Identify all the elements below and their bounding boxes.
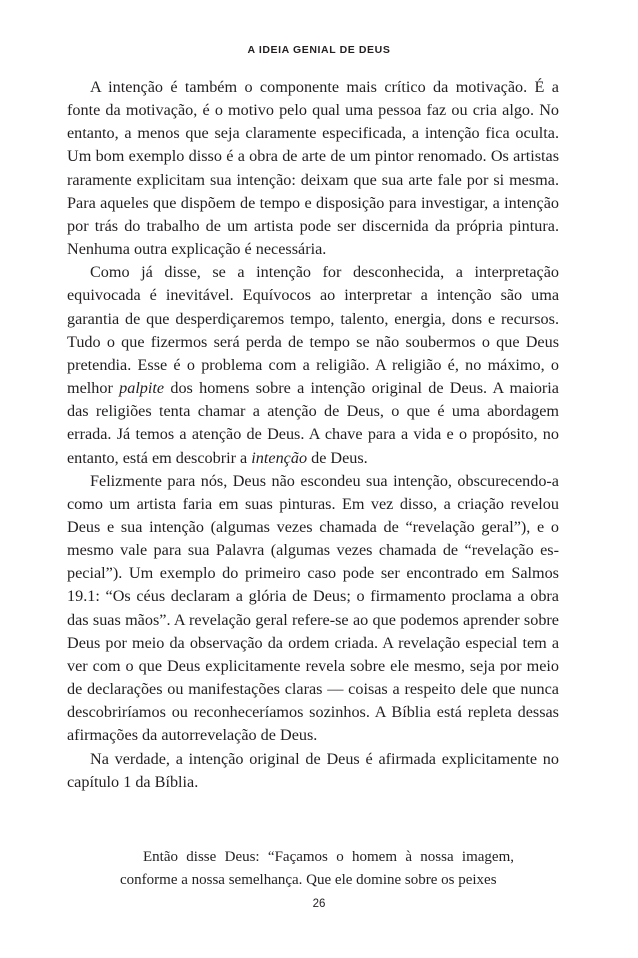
text-run: A intenção é também o componente mais crítico da motivação. É a fonte da motivação, é o motivo pelo qual uma pessoa faz ou cria algo. No entanto, a menos que seja claramente especificada, a intenção fica oculta. Um bom exemplo disso é a obra de arte de um pintor renomado. Os artistas raramente explicitam sua intenção: deixam que sua arte fale por si mesma. Para aqueles que dispõem de tempo e disposição para investigar, a intenção por trás do trabalho de um artista pode ser discernida da própria pintura. Nenhuma outra explicação é necessária.: [67, 78, 559, 259]
text-run: dos homens sobre a intenção original de Deus. A maioria das religiões tenta chamar a atenção de Deus, o que é uma abordagem errada. Já temos a atenção de Deus. A chave para a vida e o propósito, no entanto, está em descobrir a: [67, 379, 559, 467]
page-number: 26: [312, 898, 326, 910]
body-text: [67, 76, 559, 794]
text-run: Felizmente para nós, Deus não escondeu sua intenção, obscurecendo-a como um artista faria em suas pinturas. Em vez disso, a criação revelou Deus e sua intenção (algumas vezes chamada de “revelação geral”), e o mesmo vale para sua Palavra (algumas vezes chamada de “revelação especial”). Um exemplo do primeiro caso pode ser encontrado em Salmos 19.1: “Os céus declaram a glória de Deus; o firmamento proclama a obra das suas mãos”. A revelação geral refere-se ao que podemos aprender sobre Deus por meio da observação da ordem criada. A revelação especial tem a ver com o que Deus explicitamente revela sobre ele mesmo, seja por meio de declarações ou manifestações claras — coisas a respeito dele que nunca descobriríamos ou reconheceríamos sozinhos. A Bíblia está repleta dessas afirmações da autorrevelação de Deus.: [67, 471, 559, 745]
text-run: Na verdade, a intenção original de Deus é afirmada explicitamente no capítulo 1 da Bíblia.: [67, 749, 559, 791]
italic-word: palpite: [119, 379, 165, 398]
paragraph: [67, 748, 559, 794]
paragraph: [67, 261, 559, 469]
block-quote: [120, 846, 514, 892]
text-run: Como já disse, se a intenção for desconhecida, a interpretação equivocada é inevitável. Equívocos ao interpretar a intenção são uma garantia de que desperdiçaremos tempo, talento, energia, dons e recursos. Tudo o que fizermos será perda de tempo se não soubermos o que Deus pretendia. Esse é o problema com a religião. A religião é, no máximo, o melhor: [67, 263, 559, 398]
italic-word: intenção: [251, 448, 308, 467]
quote-text: Então disse Deus: “Façamos o homem à nossa imagem, conforme a nossa semelhança. Que ele domine sobre os peixes: [120, 849, 514, 888]
paragraph: [67, 76, 559, 261]
paragraph: [67, 470, 559, 748]
running-head: A IDEIA GENIAL DE DEUS: [247, 44, 391, 56]
text-run: de Deus.: [307, 448, 368, 467]
